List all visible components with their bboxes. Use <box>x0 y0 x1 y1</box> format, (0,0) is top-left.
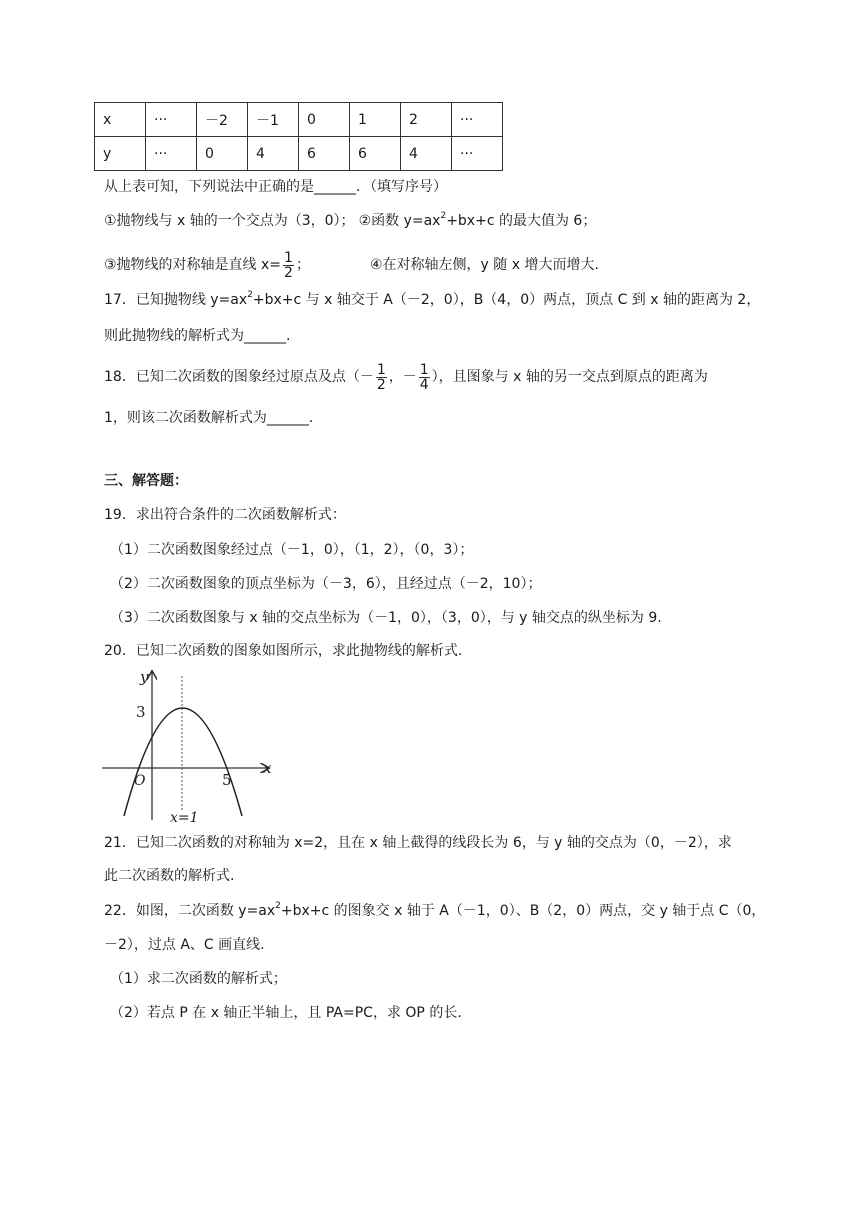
q18-text: 18．已知二次函数的图象经过原点及点（－ <box>104 369 374 385</box>
exponent: 2 <box>247 290 253 300</box>
fraction-denominator: 2 <box>284 264 293 281</box>
exponent: 2 <box>440 211 447 221</box>
q16-intro: 从上表可知，下列说法中正确的是______．（填写序号） <box>104 179 447 195</box>
table-cell: ··· <box>452 103 503 137</box>
y-intercept-label: 3 <box>136 703 146 721</box>
q16-option-3 <box>104 250 310 280</box>
q16-option-2-text-b: +bx+c 的最大值为 6； <box>446 213 597 229</box>
fraction-denominator: 4 <box>419 376 429 393</box>
table-cell: 4 <box>248 137 299 171</box>
exponent: 2 <box>275 901 281 911</box>
value-table <box>94 102 503 171</box>
q19-stem: 19．求出符合条件的二次函数解析式： <box>104 507 346 523</box>
q16-option-3-text: ③抛物线的对称轴是直线 x= <box>104 257 282 273</box>
fraction-half <box>283 251 294 280</box>
y-axis-label: y <box>140 668 149 686</box>
x-intercept-label: 5 <box>222 771 232 789</box>
fraction-half <box>376 363 387 392</box>
q19-part-1: （1）二次函数图象经过点（－1，0），（1，2），（0，3）； <box>110 542 474 558</box>
table-row-x <box>95 103 503 137</box>
q16-option-3-text-b: ； <box>295 257 310 273</box>
q22-line-1 <box>104 901 765 921</box>
table-cell: －1 <box>248 103 299 137</box>
q18-text-b: ），且图象与 x 轴的另一交点到原点的距离为 <box>431 369 708 385</box>
fraction-numerator: 1 <box>284 249 293 266</box>
section-heading: 三、解答题： <box>104 473 188 489</box>
q16-option-4: ④在对称轴左侧，y 随 x 增大而增大. <box>370 257 599 273</box>
q18-separator: ，－ <box>388 369 417 385</box>
q19-part-2: （2）二次函数图象的顶点坐标为（－3，6），且经过点（－2，10）； <box>110 576 542 592</box>
q17-line-1 <box>104 290 760 310</box>
table-cell: y <box>95 137 146 171</box>
q22-part-2: （2）若点 P 在 x 轴正半轴上，且 PA=PC，求 OP 的长. <box>110 1005 462 1021</box>
q21-line-1: 21．已知二次函数的对称轴为 x=2，且在 x 轴上截得的线段长为 6，与 y 轴的交点为（0，－2），求 <box>104 835 732 851</box>
fraction-denominator: 2 <box>376 376 386 393</box>
fraction-quarter <box>419 363 430 392</box>
q22-text: 22．如图，二次函数 y=ax <box>104 903 276 919</box>
table-cell: 6 <box>299 137 350 171</box>
table-cell: x <box>95 103 146 137</box>
q17-text-b: +bx+c 与 x 轴交于 A（－2，0），B（4，0）两点，顶点 C 到 x 轴的距离为 2， <box>252 292 761 308</box>
fraction-numerator: 1 <box>419 361 429 378</box>
table-cell: 2 <box>401 103 452 137</box>
table-cell: 0 <box>299 103 350 137</box>
table-cell: ··· <box>146 103 197 137</box>
table-cell: 4 <box>401 137 452 171</box>
table-cell: 1 <box>350 103 401 137</box>
table-cell: ··· <box>452 137 503 171</box>
q22-part-1: （1）求二次函数的解析式； <box>110 971 287 987</box>
q22-line-2: －2），过点 A、C 画直线. <box>104 937 265 953</box>
origin-label: O <box>134 773 146 789</box>
q19-part-3: （3）二次函数图象与 x 轴的交点坐标为（－1，0），（3，0），与 y 轴交点的纵坐标为 9. <box>110 610 662 626</box>
axis-of-symmetry-label: x=1 <box>170 810 199 824</box>
table-row-y <box>95 137 503 171</box>
q20-stem: 20．已知二次函数的图象如图所示，求此抛物线的解析式. <box>104 643 463 659</box>
q21-line-2: 此二次函数的解析式. <box>104 868 235 884</box>
q22-text-b: +bx+c 的图象交 x 轴于 A（－1，0）、B（2，0）两点，交 y 轴于点 C（0， <box>280 903 766 919</box>
q16-option-1-text: ①抛物线与 x 轴的一个交点为（3，0）； <box>104 213 355 229</box>
q16-option-2 <box>359 213 597 229</box>
q18-line-2: 1，则该二次函数解析式为______. <box>104 410 314 426</box>
table-cell: 6 <box>350 137 401 171</box>
x-axis-label: x <box>263 759 272 777</box>
q17-text: 17．已知抛物线 y=ax <box>104 292 248 308</box>
table-cell: ··· <box>146 137 197 171</box>
parabola-curve <box>124 708 242 816</box>
q18-line-1 <box>104 362 708 392</box>
table-cell: －2 <box>197 103 248 137</box>
table-cell: 0 <box>197 137 248 171</box>
q16-option-2-text: ②函数 y=ax <box>358 213 441 229</box>
fraction-numerator: 1 <box>376 361 386 378</box>
parabola-graph <box>100 664 280 824</box>
q17-line-2: 则此抛物线的解析式为______. <box>104 328 291 344</box>
q16-option-1 <box>104 211 596 231</box>
